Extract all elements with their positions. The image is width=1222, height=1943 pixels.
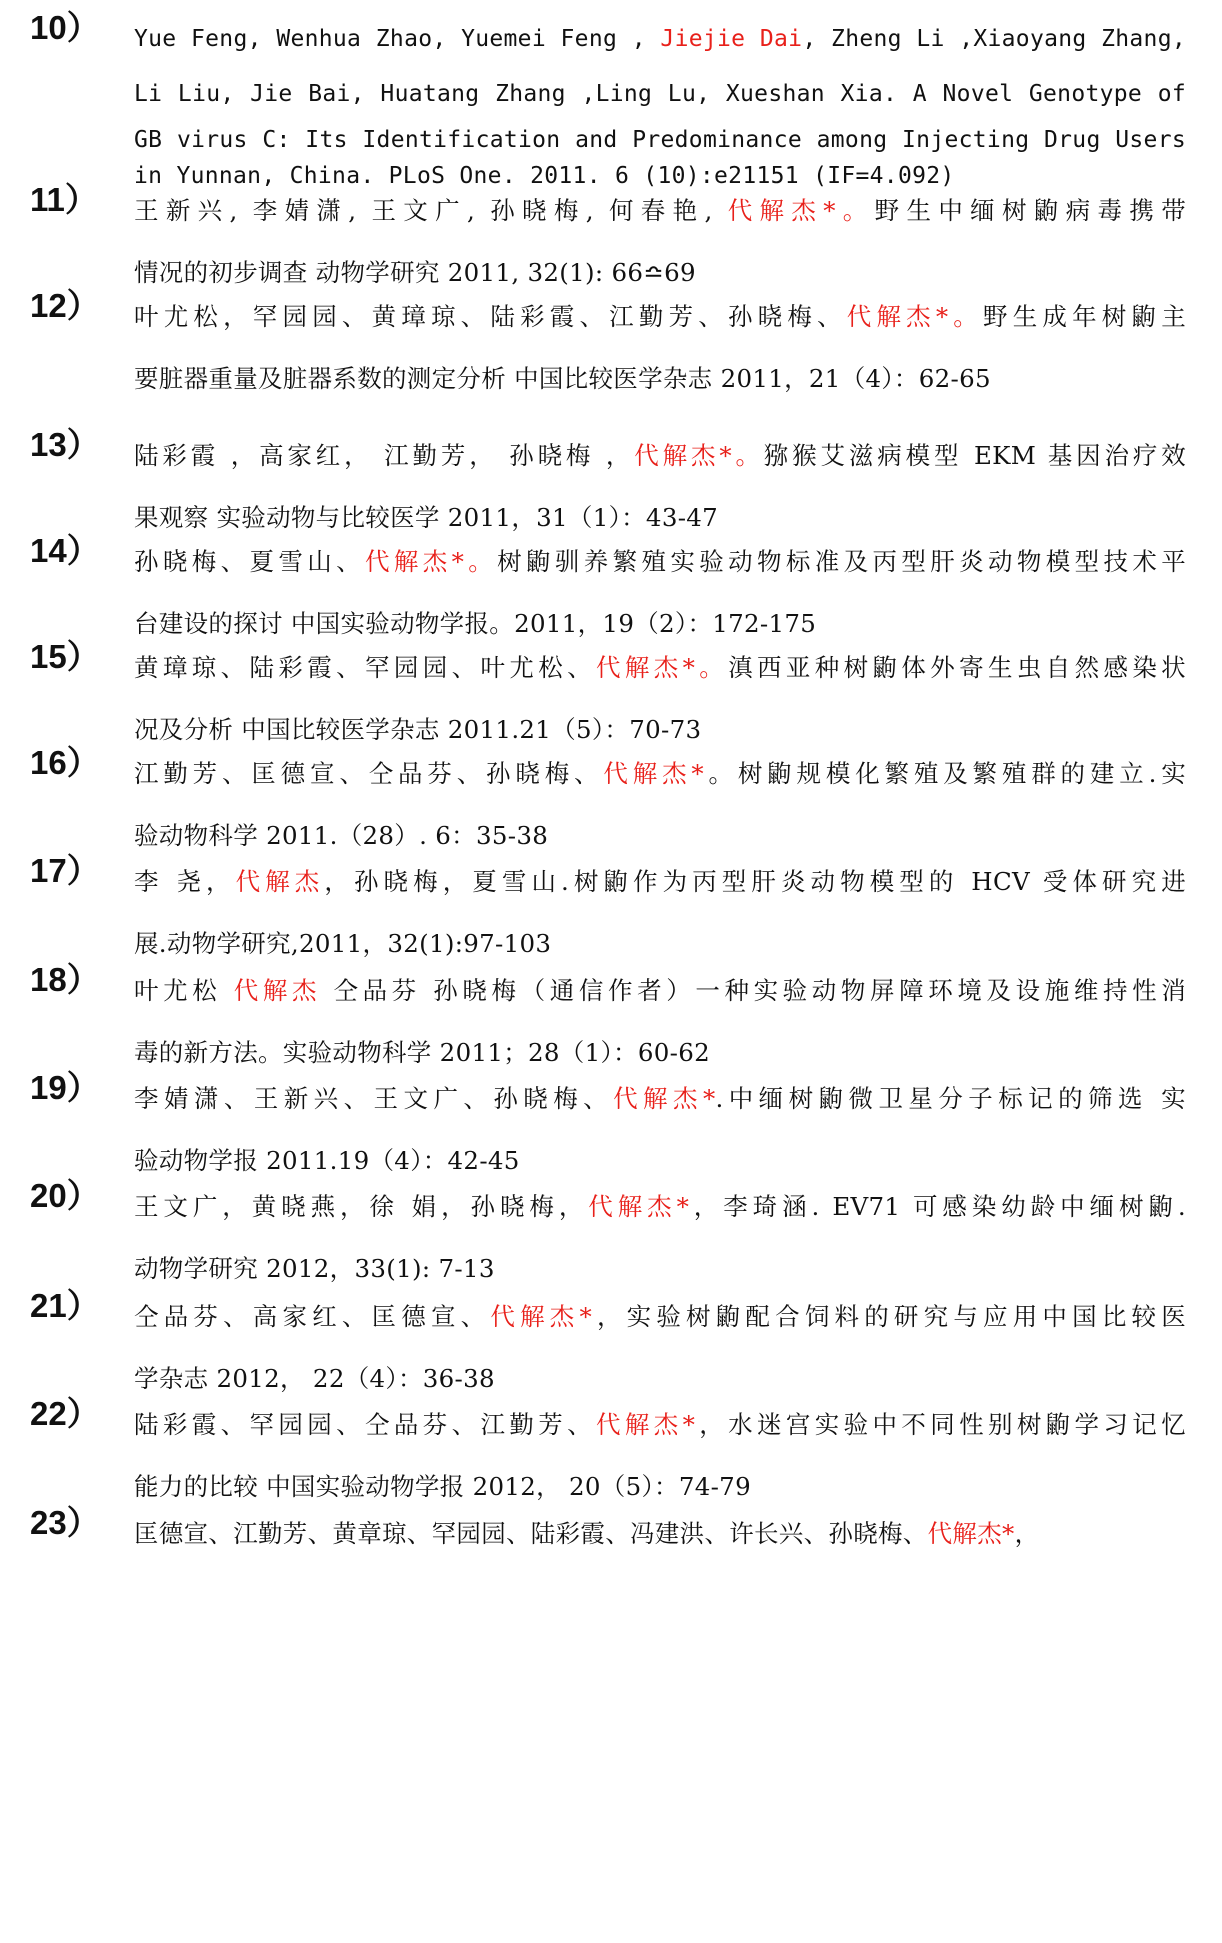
reference-segment: Yue Feng, Wenhua Zhao, Yuemei Feng , — [134, 26, 661, 52]
reference-segment: 野生成年树鼩主 — [983, 302, 1187, 331]
reference-segment: 验动物科学 2011.（28）. 6：35-38 — [134, 821, 549, 850]
reference-line — [134, 531, 1186, 593]
reference-line — [134, 122, 1186, 158]
reference-segment: 匡德宣、江勤芳、黄章琼、罕园园、陆彩霞、冯建洪、许长兴、孙晓梅、 — [134, 1519, 928, 1548]
reference-number: 14） — [30, 532, 100, 569]
reference-segment: 仝品芬、高家红、匡德宣、 — [134, 1302, 491, 1331]
reference-segment: 李婧潇、王新兴、王文广、孙晓梅、 — [134, 1084, 614, 1113]
reference-line — [134, 8, 1186, 70]
reference-segment: 王文广，黄晓燕，徐 娟，孙晓梅， — [134, 1192, 589, 1221]
author-highlight: 代解杰* — [588, 1192, 690, 1221]
reference-text — [134, 1176, 1186, 1300]
author-highlight: Jiejie Dai — [660, 26, 803, 52]
reference-segment: ， — [1014, 1519, 1040, 1548]
reference-segment: 江勤芳、匡德宣、仝品芬、孙晓梅、 — [134, 759, 604, 788]
reference-segment: 孙晓梅、夏雪山、 — [134, 547, 365, 576]
reference-segment: ，实验树鼩配合饲料的研究与应用中国比较医 — [592, 1302, 1187, 1331]
reference-segment: 王新兴, 李婧潇, 王文广, 孙晓梅, 何春艳, — [134, 196, 728, 225]
reference-number: 11） — [30, 181, 98, 218]
reference-segment: 陆彩霞、罕园园、仝品芬、江勤芳、 — [134, 1410, 596, 1439]
author-highlight: 代解杰*。 — [846, 302, 984, 331]
author-highlight: 代解杰* — [603, 759, 704, 788]
reference-segment: GB virus C: Its Identification and Predominance among Injecting Drug Users — [134, 127, 1186, 153]
reference-line — [134, 743, 1186, 805]
author-highlight: 代解杰 — [233, 976, 322, 1005]
reference-segment: 猕猴艾滋病模型 EKM 基因治疗效 — [763, 441, 1186, 470]
reference-segment: 叶尤松，罕园园、黄璋琼、陆彩霞、江勤芳、孙晓梅、 — [134, 302, 847, 331]
reference-line — [134, 1286, 1186, 1348]
author-highlight: 代解杰*。 — [365, 547, 498, 576]
reference-segment: 树鼩驯养繁殖实验动物标准及丙型肝炎动物模型技术平 — [497, 547, 1187, 576]
reference-line — [134, 637, 1186, 699]
reference-segment: ，李琦涵. EV71 可感染幼龄中缅树鼩. — [689, 1192, 1186, 1221]
reference-number: 18） — [30, 961, 100, 998]
reference-segment: 验动物学报 2011.19（4）：42-45 — [134, 1146, 520, 1175]
reference-segment: 滇西亚种树鼩体外寄生虫自然感染状 — [728, 653, 1186, 682]
reference-segment: 黄璋琼、陆彩霞、罕园园、叶尤松、 — [134, 653, 596, 682]
reference-text — [134, 1286, 1186, 1410]
reference-segment: in Yunnan, China. PLoS One. 2011. 6 (10):e21151 (IF=4.092) — [134, 163, 955, 189]
reference-line — [134, 1503, 1186, 1565]
reference-segment: 学杂志 2012， 22（4）：36-38 — [134, 1364, 495, 1393]
reference-number: 12） — [30, 287, 100, 324]
reference-line — [134, 960, 1186, 1022]
reference-segment: .中缅树鼩微卫星分子标记的筛选 实 — [715, 1084, 1186, 1113]
reference-segment: 野生中缅树鼩病毒携带 — [874, 196, 1186, 225]
reference-line — [134, 1068, 1186, 1130]
author-highlight: 代解杰* — [595, 1410, 696, 1439]
reference-line — [134, 348, 1186, 410]
author-highlight: 代解杰* — [490, 1302, 593, 1331]
reference-number: 17） — [30, 852, 100, 889]
reference-number: 16） — [30, 744, 100, 781]
reference-segment: Li Liu, Jie Bai, Huatang Zhang ,Ling Lu, Xueshan Xia. A Novel Genotype of — [134, 81, 1186, 107]
reference-segment: 李 尧， — [134, 867, 236, 896]
reference-segment: 陆彩霞 ，高家红， 江勤芳， 孙晓梅 ， — [134, 441, 635, 470]
reference-text — [134, 960, 1186, 1084]
reference-segment: ，水迷宫实验中不同性别树鼩学习记忆 — [695, 1410, 1186, 1439]
reference-number: 13） — [30, 426, 100, 463]
reference-text — [134, 1503, 1186, 1565]
reference-segment: ，孙晓梅，夏雪山.树鼩作为丙型肝炎动物模型的 HCV 受体研究进 — [324, 867, 1187, 896]
reference-text — [134, 8, 1186, 194]
reference-segment: 要脏器重量及脏器系数的测定分析 中国比较医学杂志 2011，21（4）：62-65 — [134, 364, 991, 393]
reference-number: 23） — [30, 1504, 100, 1541]
reference-line — [134, 66, 1186, 122]
reference-segment: 情况的初步调查 动物学研究 2011, 32(1): 66≏69 — [134, 258, 696, 287]
reference-line — [134, 425, 1186, 487]
author-highlight: 代解杰*。 — [727, 196, 875, 225]
reference-text — [134, 286, 1186, 410]
reference-text — [134, 743, 1186, 867]
reference-line — [134, 1394, 1186, 1456]
reference-line — [134, 286, 1186, 348]
reference-line — [134, 1176, 1186, 1238]
author-highlight: 代解杰*。 — [595, 653, 729, 682]
reference-segment: , Zheng Li ,Xiaoyang Zhang, — [802, 26, 1186, 52]
reference-segment: 能力的比较 中国实验动物学报 2012， 20（5）：74-79 — [134, 1472, 751, 1501]
reference-segment: 。树鼩规模化繁殖及繁殖群的建立.实 — [703, 759, 1186, 788]
reference-line — [134, 180, 1186, 242]
reference-text — [134, 1068, 1186, 1192]
reference-segment: 仝品芬 孙晓梅（通信作者）一种实验动物屏障环境及设施维持性消 — [321, 976, 1186, 1005]
author-highlight: 代解杰 — [235, 867, 325, 896]
reference-text — [134, 1394, 1186, 1518]
reference-segment: 毒的新方法。实验动物科学 2011；28（1）：60-62 — [134, 1038, 710, 1067]
reference-number: 20） — [30, 1177, 100, 1214]
reference-number: 15） — [30, 638, 100, 675]
reference-segment: 果观察 实验动物与比较医学 2011，31（1）：43-47 — [134, 503, 719, 532]
reference-segment: 动物学研究 2012，33(1): 7-13 — [134, 1254, 495, 1283]
reference-number: 10） — [30, 9, 100, 46]
reference-number: 22） — [30, 1395, 100, 1432]
reference-line — [134, 851, 1186, 913]
author-highlight: 代解杰*。 — [634, 441, 764, 470]
reference-text — [134, 851, 1186, 975]
reference-number: 19） — [30, 1069, 100, 1106]
reference-segment: 台建设的探讨 中国实验动物学报。2011，19（2）：172-175 — [134, 609, 817, 638]
author-highlight: 代解杰* — [927, 1519, 1015, 1548]
reference-segment: 展.动物学研究,2011，32(1):97-103 — [134, 929, 552, 958]
reference-segment: 叶尤松 — [134, 976, 234, 1005]
author-highlight: 代解杰* — [613, 1084, 716, 1113]
reference-segment: 况及分析 中国比较医学杂志 2011.21（5）：70-73 — [134, 715, 702, 744]
reference-number: 21） — [30, 1287, 100, 1324]
